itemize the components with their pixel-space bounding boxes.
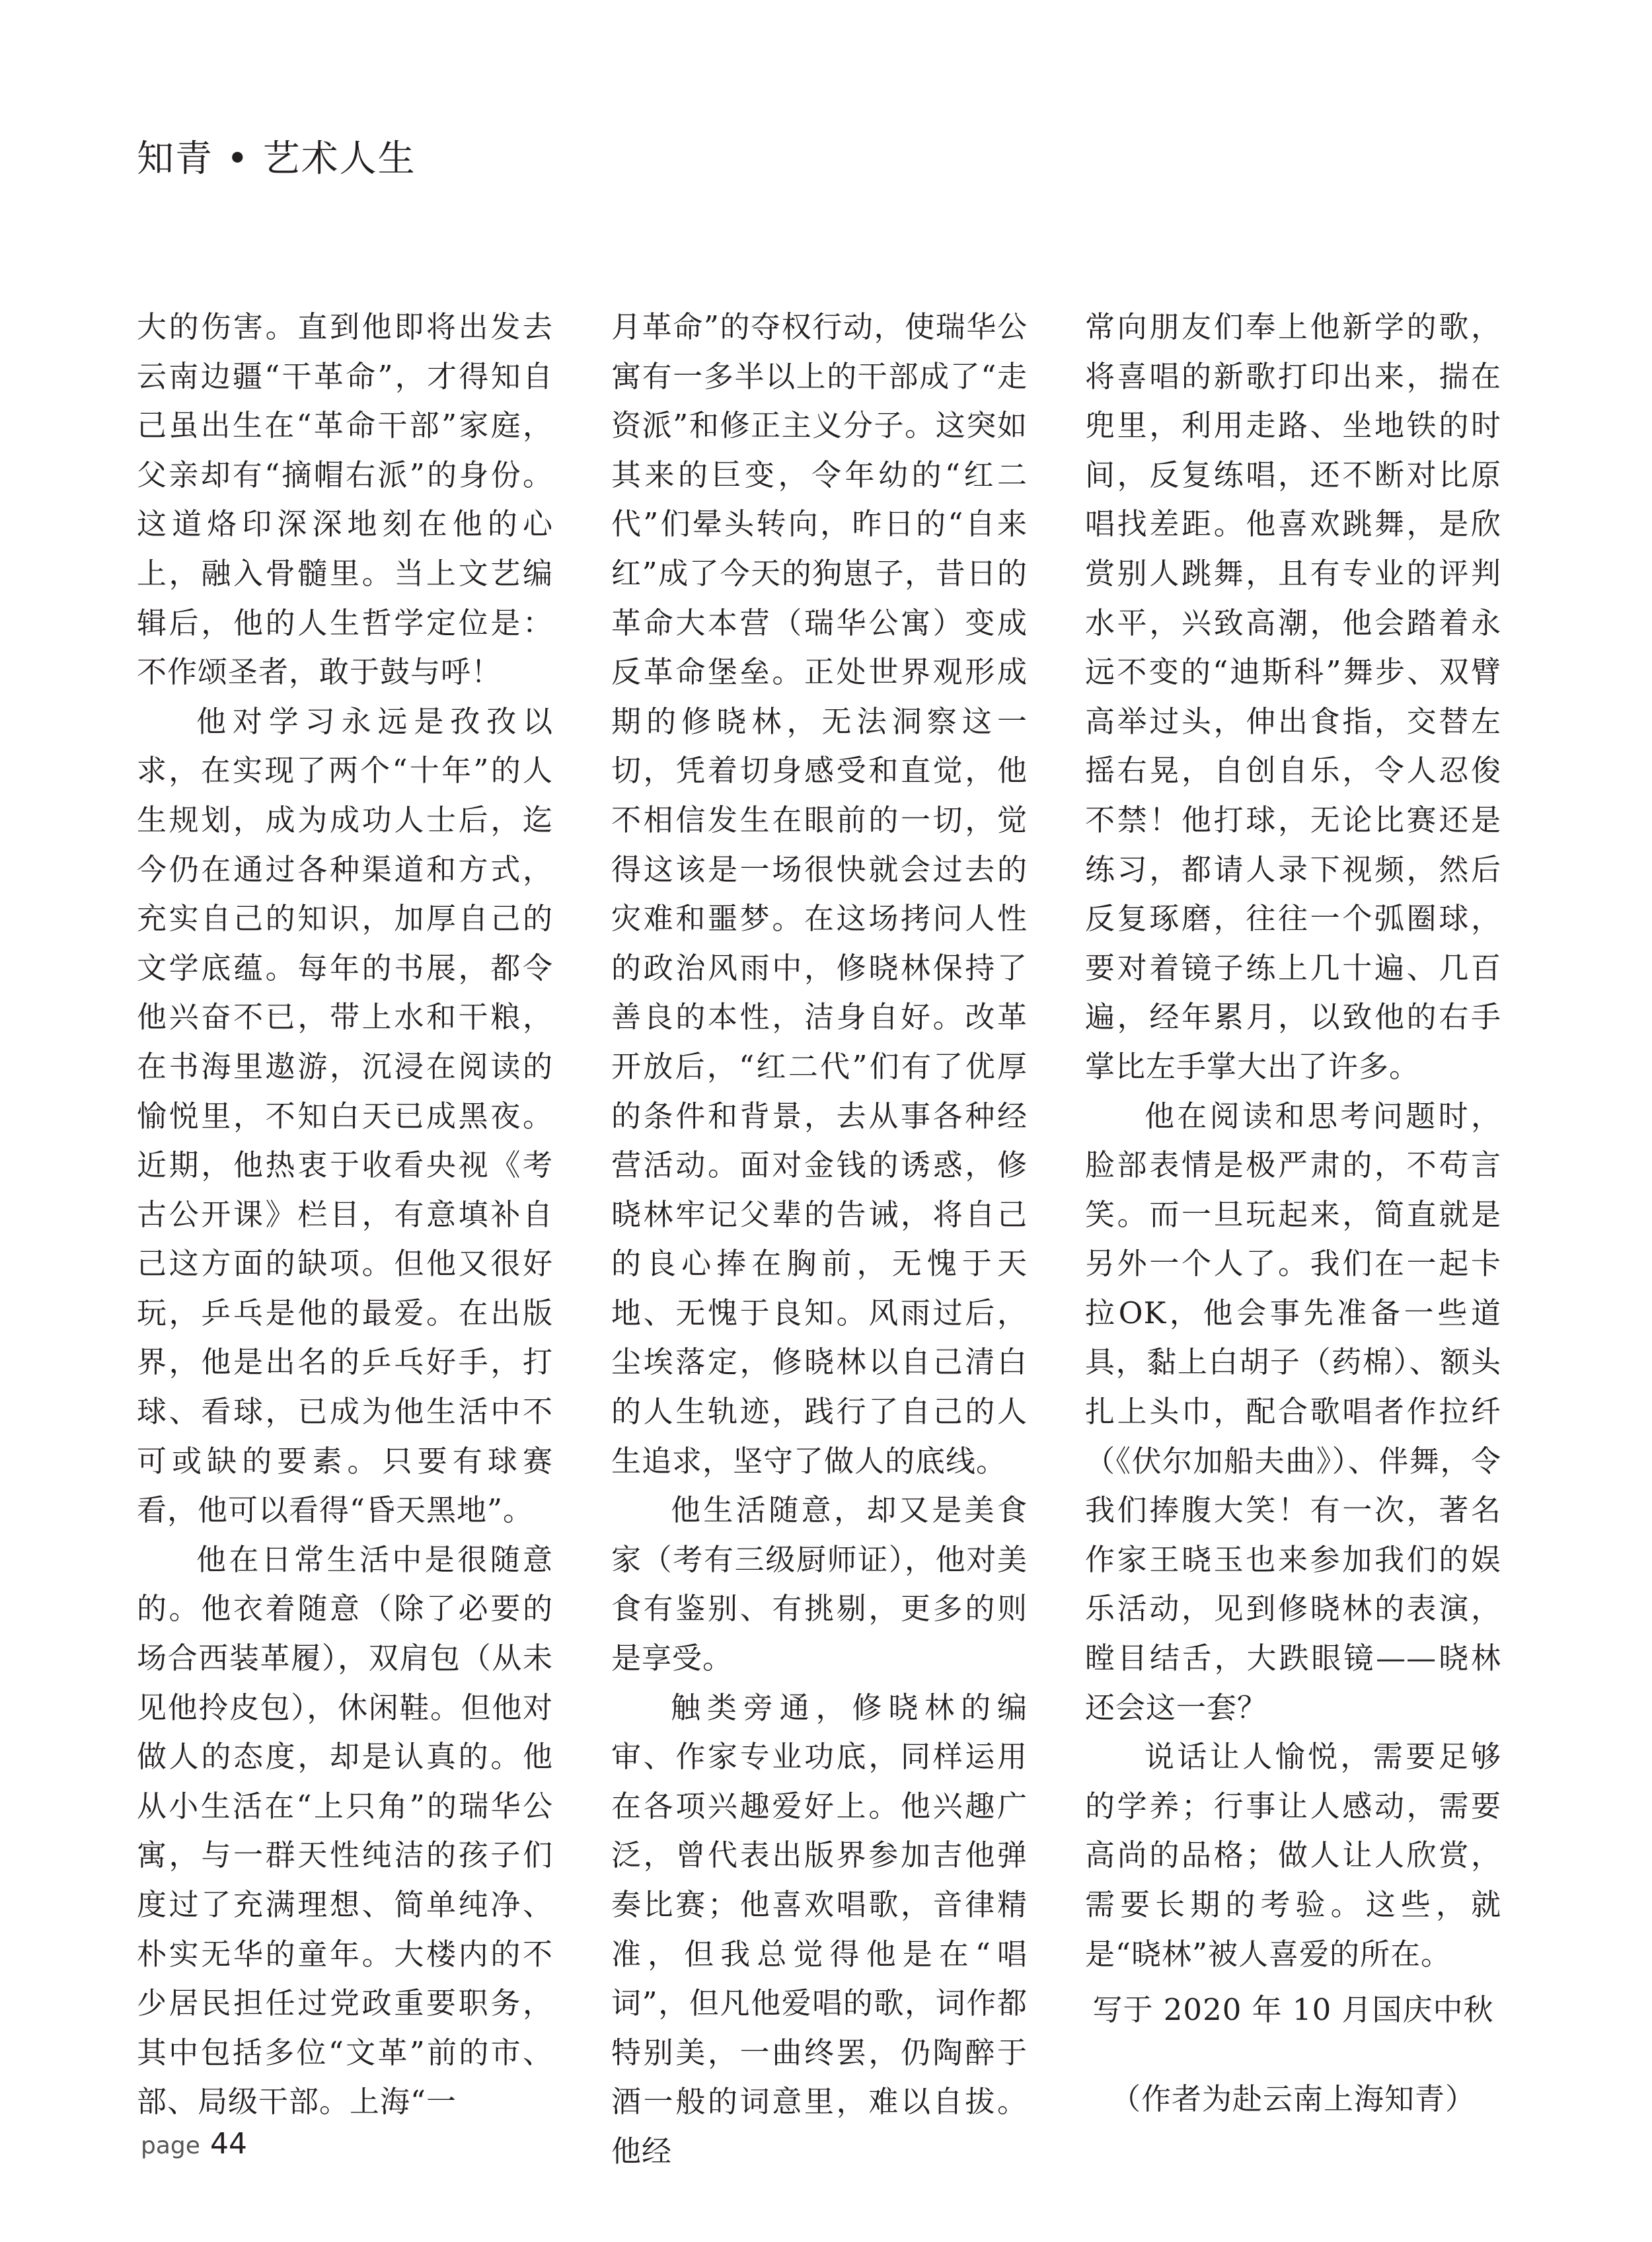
- paragraph: 大的伤害。直到他即将出发去云南边疆“干革命”，才得知自己虽出生在“革命干部”家庭，父亲却有“摘帽右派”的身份。这道烙印深深地刻在他的心上，融入骨髓里。当上文艺编辑后，他的人生哲学定位是：不作颂圣者，敢于鼓与呼！: [137, 309, 553, 690]
- paragraph: 他生活随意，却又是美食家（考有三级厨师证），他对美食有鉴别、有挑剔，更多的则是享受。: [611, 1492, 1028, 1676]
- article-column-3: [1085, 303, 1501, 2124]
- page-footer: [141, 2127, 247, 2161]
- paragraph: 他在日常生活中是很随意的。他衣着随意（除了必要的场合西装革履），双肩包（从未见他拎皮包），休闲鞋。但他对做人的态度，却是认真的。他从小生活在“上只角”的瑞华公寓，与一群天性纯洁的孩子们度过了充满理想、简单纯净、朴实无华的童年。大楼内的不少居民担任过党政重要职务，其中包括多位“文革”前的市、部、局级干部。上海“一: [137, 1541, 553, 2120]
- paragraph: 月革命”的夺权行动，使瑞华公寓有一多半以上的干部成了“走资派”和修正主义分子。这突如其来的巨变，令年幼的“红二代”们晕头转向，昨日的“自来红”成了今天的狗崽子，昔日的革命大本营（瑞华公寓）变成反革命堡垒。正处世界观形成期的修晓林，无法洞察这一切，凭着切身感受和直觉，他不相信发生在眼前的一切，觉得这该是一场很快就会过去的灾难和噩梦。在这场拷问人性的政治风雨中，修晓林保持了善良的本性，洁身自好。改革开放后，“红二代”们有了优厚的条件和背景，去从事各种经营活动。面对金钱的诱惑，修晓林牢记父辈的告诫，将自己的良心捧在胸前，无愧于天地、无愧于良知。风雨过后，尘埃落定，修晓林以自己清白的人生轨迹，践行了自己的人生追求，坚守了做人的底线。: [611, 309, 1028, 1479]
- section-title: 知青 • 艺术人生: [137, 137, 416, 180]
- paragraph: 说话让人愉悦，需要足够的学养；行事让人感动，需要高尚的品格；做人让人欣赏，需要长期的考验。这些，就是“晓林”被人喜爱的所在。: [1085, 1739, 1501, 1972]
- author-note: （作者为赴云南上海知青）: [1110, 2081, 1476, 2116]
- article-column-1: [137, 303, 553, 2127]
- article-column-2: [611, 303, 1028, 2177]
- page-label: page: [141, 2132, 200, 2159]
- paragraph: 他对学习永远是孜孜以求，在实现了两个“十年”的人生规划，成为成功人士后，迄今仍在通过各种渠道和方式，充实自己的知识，加厚自己的文学底蕴。每年的书展，都令他兴奋不已，带上水和干粮，在书海里遨游，沉浸在阅读的愉悦里，不知白天已成黑夜。近期，他热衷于收看央视《考古公开课》栏目，有意填补自己这方面的缺项。但他又很好玩，乒乓是他的最爱。在出版界，他是出名的乒乓好手，打球、看球，已成为他生活中不可或缺的要素。只要有球赛看，他可以看得“昏天黑地”。: [137, 703, 553, 1528]
- signature-line: 写于 2020 年 10 月国庆中秋: [1092, 1992, 1494, 2028]
- paragraph: 他在阅读和思考问题时，脸部表情是极严肃的，不苟言笑。而一旦玩起来，简直就是另外一个人了。我们在一起卡拉OK，他会事先准备一些道具，黏上白胡子（药棉）、额头扎上头巾，配合歌唱者作拉纤（《伏尔加船夫曲》）、伴舞，令我们捧腹大笑！有一次，著名作家王晓玉也来参加我们的娱乐活动，见到修晓林的表演，瞠目结舌，大跌眼镜——晓林还会这一套？: [1085, 1098, 1501, 1725]
- page-number: 44: [210, 2127, 248, 2161]
- paragraph: 触类旁通，修晓林的编审、作家专业功底，同样运用在各项兴趣爱好上。他兴趣广泛，曾代表出版界参加吉他弹奏比赛；他喜欢唱歌，音律精准，但我总觉得他是在“唱词”，但凡他爱唱的歌，词作都特别美，一曲终罢，仍陶醉于酒一般的词意里，难以自拔。他经: [611, 1689, 1028, 2169]
- paragraph: 常向朋友们奉上他新学的歌，将喜唱的新歌打印出来，揣在兜里，利用走路、坐地铁的时间，反复练唱，还不断对比原唱找差距。他喜欢跳舞，是欣赏别人跳舞，且有专业的评判水平，兴致高潮，他会踏着永远不变的“迪斯科”舞步、双臂高举过头，伸出食指，交替左摇右晃，自创自乐，令人忍俊不禁！他打球，无论比赛还是练习，都请人录下视频，然后反复琢磨，往往一个弧圈球，要对着镜子练上几十遍、几百遍，经年累月，以致他的右手掌比左手掌大出了许多。: [1085, 309, 1501, 1084]
